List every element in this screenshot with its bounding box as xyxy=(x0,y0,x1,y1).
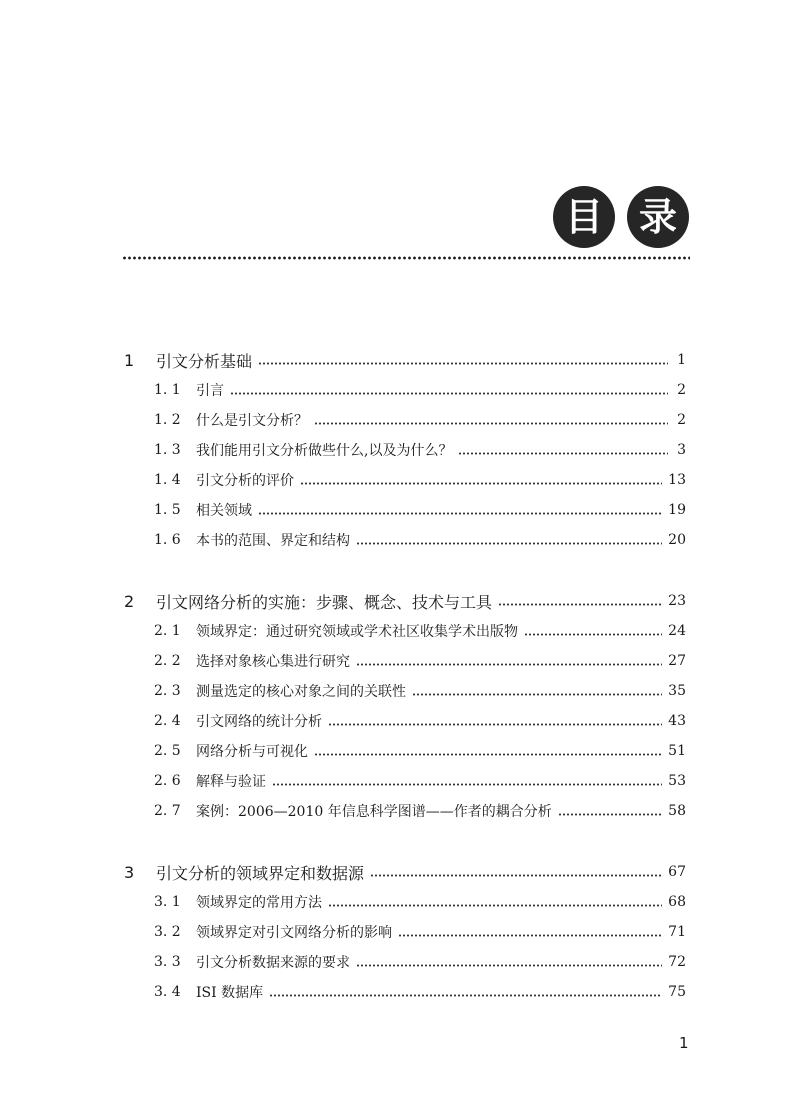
entry-page-number: 20 xyxy=(668,532,686,548)
entry-page-number: 75 xyxy=(668,984,686,1000)
toc-section-entry[interactable] xyxy=(122,709,686,733)
entry-title: 选择对象核心集进行研究 xyxy=(196,654,350,670)
entry-title: 引文分析数据来源的要求 xyxy=(196,955,350,971)
toc-section-entry[interactable] xyxy=(122,528,686,552)
toc-chapter-entry[interactable] xyxy=(122,589,686,613)
entry-title: 什么是引文分析？ xyxy=(196,413,308,429)
dot-leader xyxy=(300,482,662,485)
entry-number: 2. 4 xyxy=(154,713,181,729)
entry-title: 领域界定：通过研究领域或学术社区收集学术出版物 xyxy=(196,624,518,640)
entry-number: 3. 1 xyxy=(154,894,181,910)
dot-leader xyxy=(328,723,662,726)
dot-leader xyxy=(398,934,662,937)
dot-leader xyxy=(269,994,662,997)
entry-page-number: 72 xyxy=(668,954,686,970)
entry-title: ISI 数据库 xyxy=(196,985,264,1001)
entry-page-number: 2 xyxy=(677,412,686,428)
toc-chapter-entry[interactable] xyxy=(122,860,686,884)
entry-page-number: 1 xyxy=(677,352,686,368)
entry-number: 2 xyxy=(124,591,135,611)
title-circle-2: 录 xyxy=(627,186,689,248)
dot-leader xyxy=(498,603,662,606)
entry-number: 2. 5 xyxy=(154,743,181,759)
entry-page-number: 24 xyxy=(668,623,686,639)
entry-title: 领域界定对引文网络分析的影响 xyxy=(196,925,392,941)
entry-title: 案例：2006—2010 年信息科学图谱——作者的耦合分析 xyxy=(196,804,552,820)
toc-section-entry[interactable] xyxy=(122,980,686,1004)
dot-leader xyxy=(272,783,662,786)
entry-number: 1. 3 xyxy=(154,442,181,458)
toc-title xyxy=(553,186,689,248)
entry-number: 3. 2 xyxy=(154,924,181,940)
entry-number: 3 xyxy=(124,862,135,882)
toc-section-entry[interactable] xyxy=(122,799,686,823)
entry-title: 我们能用引文分析做些什么,以及为什么？ xyxy=(196,443,453,459)
dot-leader xyxy=(314,422,668,425)
toc-chapter-entry[interactable] xyxy=(122,348,686,372)
entry-title: 引言 xyxy=(196,383,224,399)
toc-section-entry[interactable] xyxy=(122,438,686,462)
entry-page-number: 51 xyxy=(668,743,686,759)
entry-number: 1. 2 xyxy=(154,412,181,428)
entry-title: 引文分析的领域界定和数据源 xyxy=(156,863,365,883)
entry-number: 2. 1 xyxy=(154,623,181,639)
entry-number: 3. 3 xyxy=(154,954,181,970)
entry-number: 2. 6 xyxy=(154,773,181,789)
entry-number: 2. 2 xyxy=(154,653,181,669)
dot-leader xyxy=(258,362,668,365)
entry-number: 1. 6 xyxy=(154,532,181,548)
entry-page-number: 27 xyxy=(668,653,686,669)
entry-number: 2. 7 xyxy=(154,803,181,819)
dot-leader xyxy=(258,512,662,515)
toc-section-entry[interactable] xyxy=(122,378,686,402)
entry-page-number: 23 xyxy=(668,593,686,609)
toc-section-entry[interactable] xyxy=(122,890,686,914)
entry-title: 相关领域 xyxy=(196,503,252,519)
dot-leader xyxy=(356,663,662,666)
entry-number: 1. 4 xyxy=(154,472,181,488)
entry-title: 引文网络分析的实施：步骤、概念、技术与工具 xyxy=(156,592,493,612)
page-number: 1 xyxy=(679,1034,689,1052)
entry-number: 1. 1 xyxy=(154,382,181,398)
toc-section-entry[interactable] xyxy=(122,739,686,763)
toc-section-entry[interactable] xyxy=(122,950,686,974)
dot-leader xyxy=(356,542,662,545)
dot-leader xyxy=(370,874,662,877)
dot-leader xyxy=(412,693,662,696)
toc-section-entry[interactable] xyxy=(122,769,686,793)
toc-section-entry[interactable] xyxy=(122,498,686,522)
entry-page-number: 3 xyxy=(677,442,686,458)
title-circle-1: 目 xyxy=(553,186,615,248)
entry-number: 3. 4 xyxy=(154,984,181,1000)
entry-number: 1. 5 xyxy=(154,502,181,518)
dot-leader xyxy=(558,813,662,816)
entry-page-number: 68 xyxy=(668,894,686,910)
entry-title: 引文网络的统计分析 xyxy=(196,714,322,730)
entry-title: 测量选定的核心对象之间的关联性 xyxy=(196,684,406,700)
entry-page-number: 35 xyxy=(668,683,686,699)
entry-page-number: 71 xyxy=(668,924,686,940)
dot-leader xyxy=(356,964,662,967)
toc-section-entry[interactable] xyxy=(122,649,686,673)
toc-section-entry[interactable] xyxy=(122,920,686,944)
title-dotted-rule xyxy=(122,256,690,260)
entry-page-number: 13 xyxy=(668,472,686,488)
toc-section-entry[interactable] xyxy=(122,468,686,492)
dot-leader xyxy=(230,392,668,395)
toc-section-entry[interactable] xyxy=(122,408,686,432)
dot-leader xyxy=(314,753,662,756)
entry-page-number: 2 xyxy=(677,382,686,398)
entry-page-number: 53 xyxy=(668,773,686,789)
entry-title: 本书的范围、界定和结构 xyxy=(196,533,350,549)
entry-title: 解释与验证 xyxy=(196,774,266,790)
toc-section-entry[interactable] xyxy=(122,679,686,703)
entry-page-number: 67 xyxy=(668,864,686,880)
entry-title: 领域界定的常用方法 xyxy=(196,895,322,911)
entry-number: 2. 3 xyxy=(154,683,181,699)
entry-title: 网络分析与可视化 xyxy=(196,744,308,760)
entry-title: 引文分析的评价 xyxy=(196,473,294,489)
toc-section-entry[interactable] xyxy=(122,619,686,643)
entry-page-number: 58 xyxy=(668,803,686,819)
dot-leader xyxy=(328,904,662,907)
entry-number: 1 xyxy=(124,350,135,370)
dot-leader xyxy=(458,452,668,455)
dot-leader xyxy=(524,633,662,636)
entry-page-number: 19 xyxy=(668,502,686,518)
entry-page-number: 43 xyxy=(668,713,686,729)
entry-title: 引文分析基础 xyxy=(156,351,253,371)
